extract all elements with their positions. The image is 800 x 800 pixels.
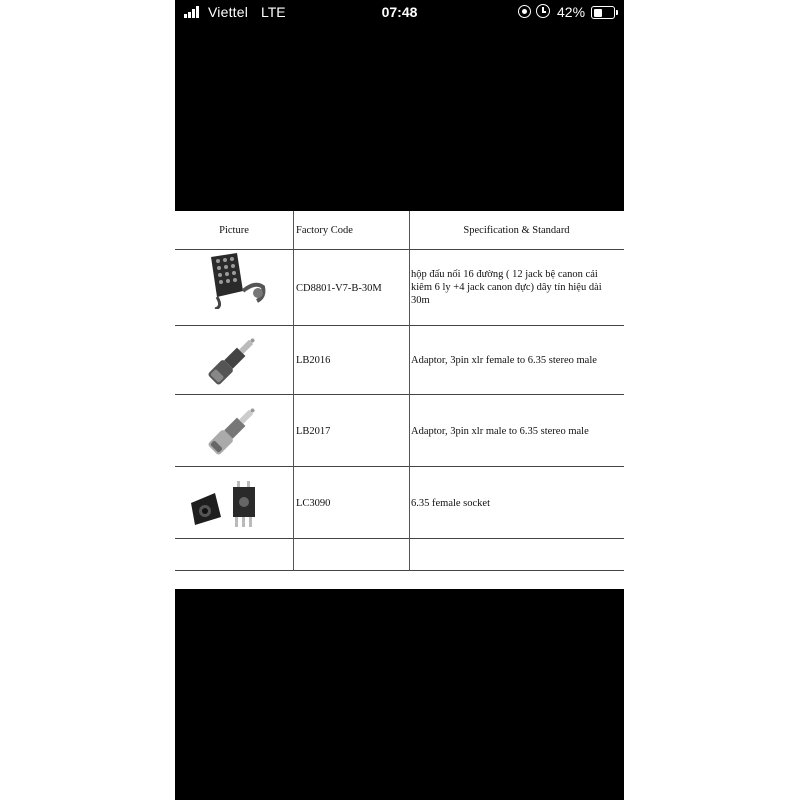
table-column-divider	[409, 211, 410, 571]
female-socket-image	[185, 479, 277, 531]
table-column-divider	[293, 211, 294, 571]
battery-percentage: 42%	[557, 4, 586, 20]
specification-text: hộp đấu nối 16 đường ( 12 jack bệ canon cái kiêm 6 ly +4 jack canon đực) dây tín hiệu dài 30m	[411, 269, 602, 306]
table-divider	[175, 394, 624, 395]
network-type: LTE	[261, 4, 286, 20]
status-bar	[175, 0, 624, 26]
table-divider	[175, 466, 624, 467]
specification-text: Adaptor, 3pin xlr female to 6.35 stereo male	[411, 355, 597, 366]
factory-code: CD8801-V7-B-30M	[296, 283, 382, 294]
specification-text: Adaptor, 3pin xlr male to 6.35 stereo male	[411, 426, 589, 437]
table-divider	[175, 249, 624, 250]
table-divider	[175, 570, 624, 571]
alarm-icon	[536, 4, 550, 18]
factory-code: LC3090	[296, 498, 331, 509]
header-picture: Picture	[219, 225, 249, 236]
table-divider	[175, 538, 624, 539]
product-spec-document[interactable]	[175, 211, 624, 589]
factory-code: LB2017	[296, 426, 331, 437]
header-factory-code: Factory Code	[296, 225, 353, 236]
header-specification: Specification & Standard	[463, 225, 570, 236]
snake-box-connector-image	[203, 251, 267, 309]
factory-code: LB2016	[296, 355, 331, 366]
xlr-female-adaptor-image	[201, 331, 263, 391]
battery-icon	[591, 6, 615, 19]
table-divider	[175, 325, 624, 326]
carrier-name: Viettel	[208, 4, 249, 20]
rotation-lock-icon	[518, 5, 531, 18]
specification-text: 6.35 female socket	[411, 498, 491, 509]
status-time: 07:48	[381, 4, 418, 20]
phone-screen	[175, 0, 624, 800]
xlr-male-adaptor-image	[201, 401, 263, 461]
